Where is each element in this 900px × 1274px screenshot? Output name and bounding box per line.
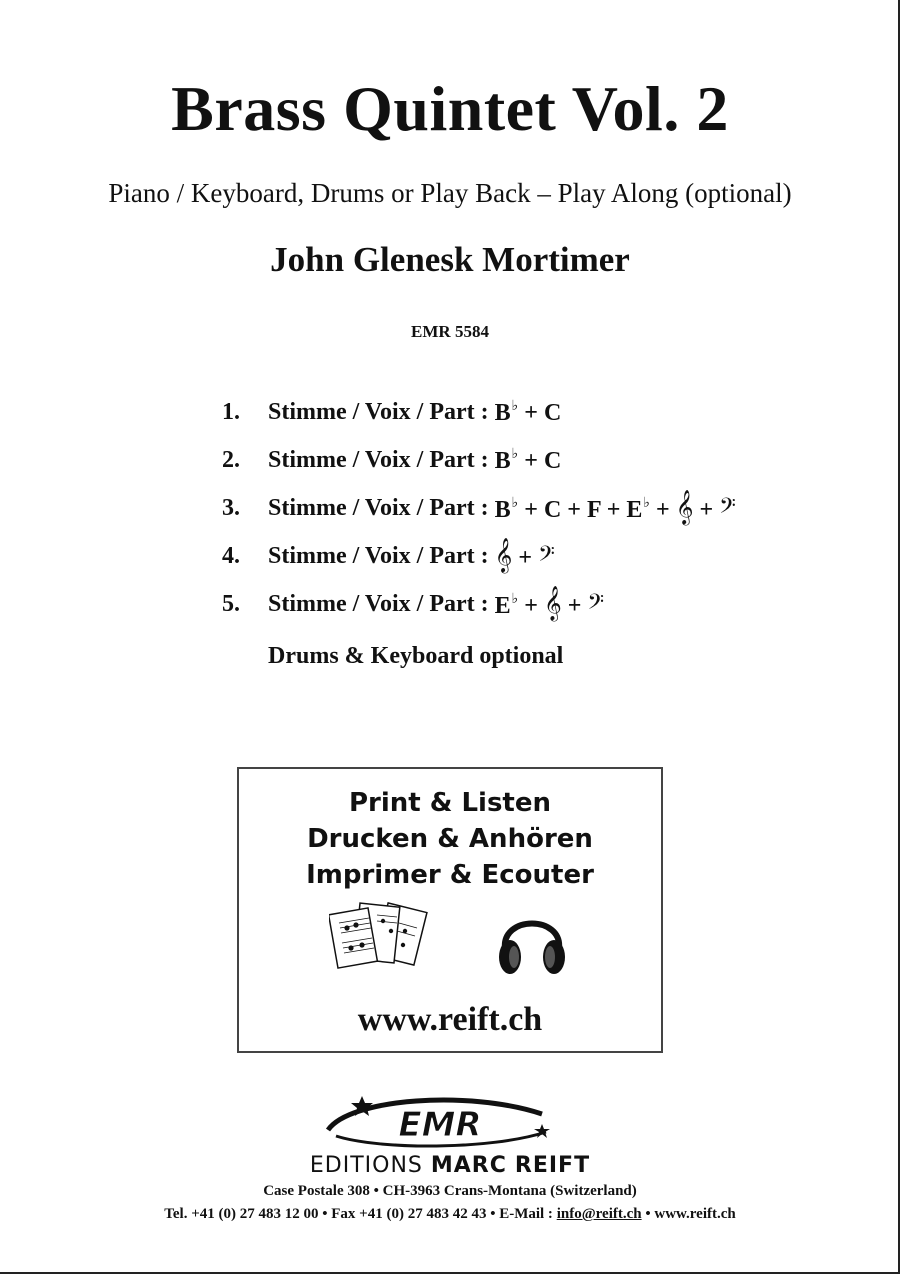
emr-logo — [320, 1092, 560, 1152]
headphones-icon — [495, 901, 569, 981]
bass-clef-icon: 𝄢 — [719, 493, 736, 524]
part-number: 3. — [222, 494, 240, 521]
part-row-3 — [222, 484, 736, 532]
publisher-address: Case Postale 308 • CH-3963 Crans-Montana (Switzerland) — [263, 1183, 637, 1199]
part-row-1 — [222, 388, 736, 436]
email-link[interactable]: info@reift.ch — [556, 1206, 642, 1222]
phone-fax: Tel. +41 (0) 27 483 12 00 • Fax +41 (0) 27 483 42 43 • E-Mail : — [164, 1206, 553, 1222]
part-keys: B♭ + C + F + E♭ + 𝄞 + 𝄢 — [494, 489, 736, 525]
part-number: 1. — [222, 398, 240, 425]
part-row-4 — [222, 532, 736, 580]
publisher-name — [0, 1153, 900, 1178]
promo-line-english: Print & Listen — [348, 788, 552, 818]
part-row-5 — [222, 580, 736, 628]
page-title: Brass Quintet Vol. 2 — [171, 73, 729, 144]
publisher-part-1: EDITIONS — [309, 1153, 423, 1178]
website-link[interactable]: • www.reift.ch — [645, 1206, 736, 1222]
sheet-music-icon — [329, 901, 439, 981]
publisher-part-2: MARC — [430, 1153, 507, 1178]
logo-text: EMR — [398, 1105, 482, 1145]
catalog-number: EMR 5584 — [411, 322, 489, 341]
subtitle: Piano / Keyboard, Drums or Play Back – Play Along (optional) — [108, 178, 792, 208]
part-keys: 𝄞 + 𝄢 — [494, 537, 555, 573]
treble-clef-icon: 𝄞 — [494, 537, 513, 573]
publisher-part-3: REIFT — [514, 1153, 591, 1178]
part-prefix: Stimme / Voix / Part : — [268, 542, 489, 569]
part-number: 2. — [222, 446, 240, 473]
treble-clef-icon: 𝄞 — [543, 585, 562, 621]
promo-text — [239, 785, 661, 893]
part-prefix: Stimme / Voix / Part : — [268, 398, 489, 425]
print-listen-box — [237, 767, 663, 1053]
promo-line-french: Imprimer & Ecouter — [306, 860, 594, 890]
publisher-contact — [0, 1206, 900, 1223]
part-prefix: Stimme / Voix / Part : — [268, 446, 489, 473]
part-keys: E♭ + 𝄞 + 𝄢 — [494, 585, 605, 621]
promo-line-german: Drucken & Anhören — [307, 824, 593, 854]
part-keys: B♭ + C — [494, 446, 562, 474]
part-prefix: Stimme / Voix / Part : — [268, 590, 489, 617]
part-number: 5. — [222, 590, 240, 617]
treble-clef-icon: 𝄞 — [675, 489, 694, 525]
part-row-2 — [222, 436, 736, 484]
bass-clef-icon: 𝄢 — [538, 541, 555, 572]
optional-note: Drums & Keyboard optional — [268, 642, 564, 669]
part-prefix: Stimme / Voix / Part : — [268, 494, 489, 521]
bass-clef-icon: 𝄢 — [587, 589, 605, 620]
part-keys: B♭ + C — [494, 398, 562, 426]
parts-list — [222, 388, 736, 680]
composer-name: John Glenesk Mortimer — [270, 240, 630, 279]
promo-url: www.reift.ch — [357, 1001, 543, 1038]
part-number: 4. — [222, 542, 240, 569]
